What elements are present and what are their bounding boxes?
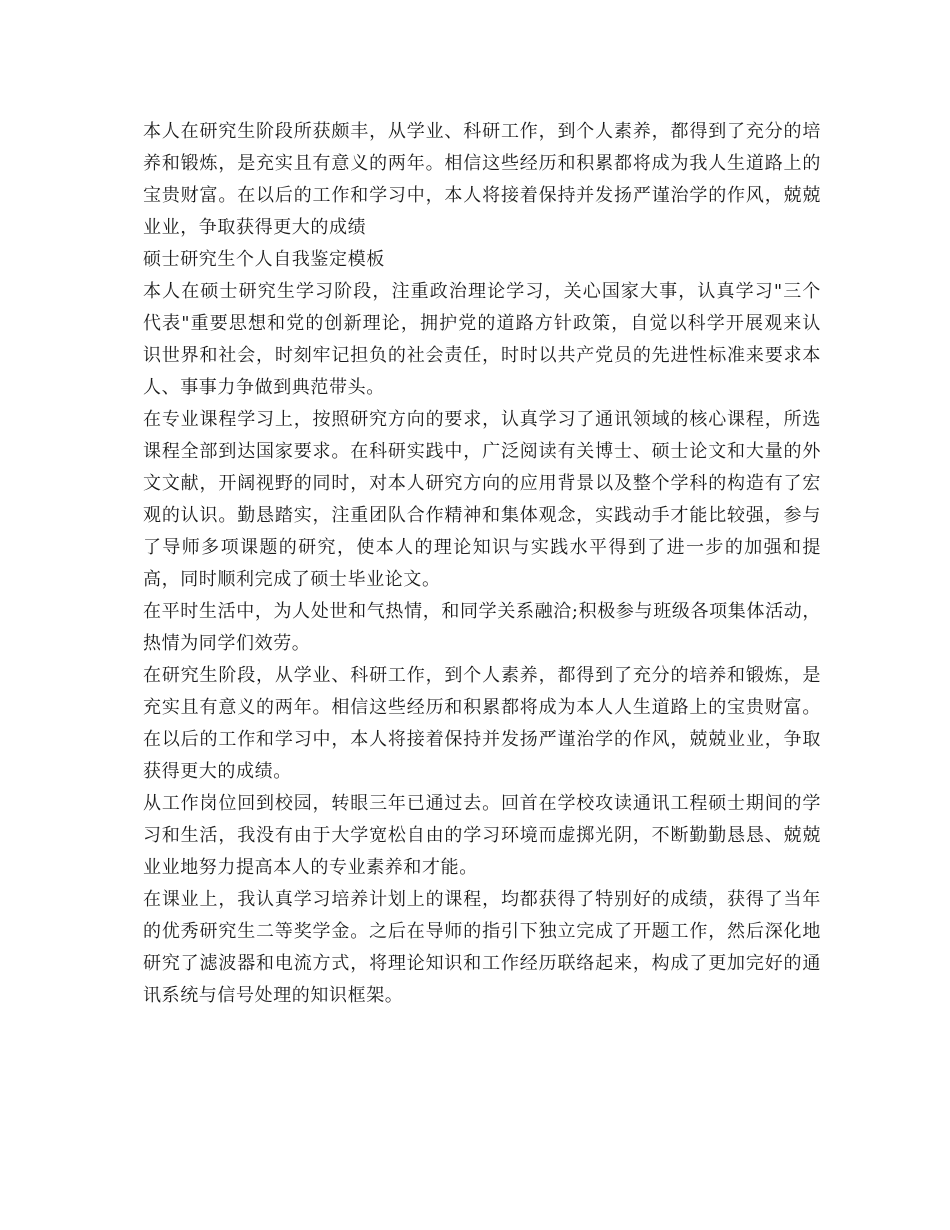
paragraph-coursework: 在课业上，我认真学习培养计划上的课程，均都获得了特别好的成绩，获得了当年的优秀研究生二等奖学金。之后在导师的指引下独立完成了开题工作，然后深化地研究了滤波器和电流方式，将理论知识和工作经历联络起来，构成了更加完好的通讯系统与信号处理的知识框架。 (143, 889, 821, 1006)
paragraph-political-study: 本人在硕士研究生学习阶段，注重政治理论学习，关心国家大事，认真学习"三个代表"重要思想和党的创新理论，拥护党的道路方针政策，自觉以科学开展观来认识世界和社会，时刻牢记担负的社会责任，时时以共产党员的先进性标准来要求本人、事事力争做到典范带头。 (143, 281, 821, 398)
section-heading: 硕士研究生个人自我鉴定模板 (143, 249, 385, 270)
paragraph-intro-summary: 本人在研究生阶段所获颇丰，从学业、科研工作，到个人素养，都得到了充分的培养和锻炼，是充实且有意义的两年。相信这些经历和积累都将成为我人生道路上的宝贵财富。在以后的工作和学习中，本人将接着保持并发扬严谨治学的作风，兢兢业业，争取获得更大的成绩 (143, 121, 821, 238)
paragraph-course-research: 在专业课程学习上，按照研究方向的要求，认真学习了通讯领域的核心课程，所选课程全部到达国家要求。在科研实践中，广泛阅读有关博士、硕士论文和大量的外文文献，开阔视野的同时，对本人研究方向的应用背景以及整个学科的构造有了宏观的认识。勤恳踏实，注重团队合作精神和集体观念，实践动手才能比较强，参与了导师多项课题的研究，使本人的理论知识与实践水平得到了进一步的加强和提高，同时顺利完成了硕士毕业论文。 (143, 409, 821, 590)
paragraph-return-to-campus: 从工作岗位回到校园，转眼三年已通过去。回首在学校攻读通讯工程硕士期间的学习和生活，我没有由于大学宽松自由的学习环境而虚掷光阴，不断勤勤恳恳、兢兢业业地努力提高本人的专业素养和才能。 (143, 793, 821, 878)
document-body (143, 116, 821, 1012)
paragraph-conclusion: 在研究生阶段，从学业、科研工作，到个人素养，都得到了充分的培养和锻炼，是充实且有意义的两年。相信这些经历和积累都将成为本人人生道路上的宝贵财富。在以后的工作和学习中，本人将接着保持并发扬严谨治学的作风，兢兢业业，争取获得更大的成绩。 (143, 665, 821, 782)
paragraph-daily-life: 在平时生活中，为人处世和气热情，和同学关系融洽;积极参与班级各项集体活动，热情为同学们效劳。 (143, 601, 821, 654)
